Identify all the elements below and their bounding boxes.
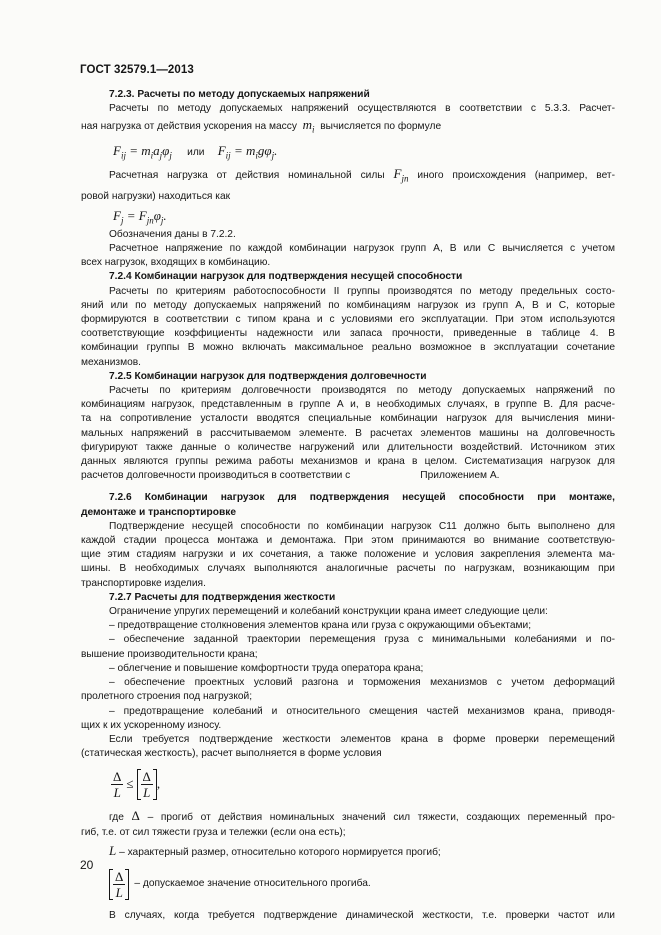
paragraph-line (81, 116, 615, 139)
formula-1 (81, 139, 615, 163)
page-number: 20 (80, 858, 94, 872)
formula-3 (81, 204, 615, 228)
fraction-denominator: L (115, 885, 123, 901)
fraction-numerator: Δ (115, 869, 124, 885)
paragraph-line (81, 841, 615, 863)
text-fragment: ная нагрузка от действия ускорения на массу (81, 121, 297, 133)
formula-punct: . (274, 143, 278, 158)
paragraph-line: всех нагрузок, входящих в комбинацию. (81, 257, 271, 269)
paragraph-line: Расчеты по методу допускаемых напряжений осуществляются в соответствии с 5.3.3. Расчет- (109, 103, 615, 115)
formula-subscript: j (160, 215, 164, 226)
standard-header: ГОСТ 32579.1—2013 (80, 64, 194, 76)
formula-subscript: j (120, 215, 124, 226)
formula-symbol: F (113, 143, 121, 158)
paragraph-line: та на сопротивление усталости вводятся специальные комбинации нагрузок для вычисления мини- (81, 413, 615, 425)
text-fragment: где (109, 812, 124, 824)
text-fragment: вычисляется по формуле (320, 121, 442, 133)
paragraph-line: транспортировке изделия. (81, 577, 206, 589)
page-content (81, 88, 615, 923)
bracketed-fraction (109, 869, 129, 900)
fraction (111, 769, 123, 800)
list-item-cont: пролетного строения под нагрузкой; (81, 691, 253, 703)
section-7-2-7-heading: 7.2.7 Расчеты для подтверждения жесткости (109, 591, 336, 603)
text-fragment: – допускаемое значение относительного прогиба. (134, 878, 371, 890)
paragraph-line (81, 163, 615, 190)
paragraph-line (81, 807, 615, 826)
paragraph-line: Расчетное напряжение по каждой комбинации нагрузок групп А, В или С вычисляется с учетом (109, 243, 615, 254)
paragraph-line: (статическая жесткость), расчет выполняется в форме условия (81, 748, 382, 760)
formula-symbol (393, 166, 409, 184)
formula-subscript: j (271, 150, 275, 161)
formula-symbol: F (217, 143, 226, 158)
fraction (141, 769, 153, 800)
paragraph-line: яний или по методу допускаемых напряжений по комбинациям нагрузок из групп А, В и С, которые (81, 299, 615, 311)
formula-symbol: = m (129, 143, 151, 158)
formula-subscript: j (169, 150, 172, 161)
list-item: – обеспечение заданной траектории перемещения груза с минимальными колебаниями и по- (109, 634, 615, 646)
paragraph-line: соответствующие коэффициенты надежности или запаса прочности, приведенные в таблице 4. В (81, 328, 615, 340)
list-item: – облегчение и повышение комфортности труда оператора крана; (109, 662, 424, 674)
paragraph-line: В случаях, когда требуется подтверждение динамической жесткости, т.е. проверки частот или (109, 909, 615, 921)
paragraph-line: Расчеты по критериям работоспособности II группы производятся по методу предельных состо- (109, 285, 615, 297)
paragraph-line: мальных напряжений в рассчитываемом элементе. В расчетах элементов машины на долговечность (81, 427, 615, 439)
paragraph-line: Подтверждение несущей способности по комбинации нагрузок С11 должно быть выполнено для (109, 520, 615, 532)
paragraph-line: Если требуется подтверждение жесткости элементов крана в форме проверки перемещений (109, 733, 615, 745)
inequality-formula (81, 761, 615, 807)
text-fragment: Приложением А. (420, 470, 500, 482)
formula-symbol: gφ (257, 143, 272, 158)
text-fragment: – характерный размер, относительно которого нормируется прогиб; (119, 846, 441, 858)
symbol-m: m (302, 117, 313, 133)
formula-subscript: i (150, 150, 154, 161)
fraction-denominator: L (143, 784, 151, 800)
formula-symbol: = m (233, 143, 256, 158)
list-item: – предотвращение колебаний и относительного смещения частей механизмов крана, приводя- (109, 705, 615, 717)
formula-subscript: ij (225, 150, 231, 161)
paragraph-line: механизмов. (81, 356, 141, 368)
section-7-2-4-heading: 7.2.4 Комбинации нагрузок для подтверждения несущей способности (109, 271, 463, 283)
section-7-2-5-heading: 7.2.5 Комбинации нагрузок для подтверждения долговечности (109, 370, 427, 382)
paragraph-line: Обозначения даны в 7.2.2. (109, 228, 236, 240)
list-item-cont: щих к их ускоренному износу. (81, 719, 222, 731)
text-fragment: расчетов долговечности производиться в соответствии с (81, 470, 351, 482)
spacer (81, 483, 615, 491)
list-item-cont: вышение производительности крана; (81, 648, 258, 660)
list-item: – предотвращение столкновения элементов крана или груза с окружающими объектами; (109, 620, 532, 632)
formula-punct: , (156, 776, 161, 792)
bracketed-fraction (137, 769, 157, 800)
list-item: – обеспечение проектных условий разгона и торможения механизмов с учетом деформаций (109, 677, 615, 689)
section-7-2-6-heading-cont: демонтаже и транспортировке (81, 506, 236, 518)
symbol-delta: Δ (131, 808, 140, 824)
allowable-deflection-line (81, 863, 615, 907)
paragraph-line: комбинациям нагрузок, представленным в группе А и, в необходимых случаях, в группе В. Для расче- (81, 399, 615, 411)
symbol-f: F (393, 166, 402, 181)
symbol-subscript: jn (401, 173, 409, 184)
fraction-numerator: Δ (142, 768, 151, 784)
formula-symbol: F (113, 207, 121, 223)
text-fragment: иного происхождения (например, вет- (417, 170, 615, 181)
operator: ≤ (126, 776, 134, 792)
paragraph-line: комбинации группы В можно включать максимальное реально возможное в эксплуатации сочетание (81, 342, 615, 354)
paragraph-line: данных являются группы режима работы механизмов и крана в целом. Систематизация нагрузок для (81, 456, 615, 468)
formula-subscript: ij (120, 150, 126, 161)
section-7-2-6-heading: 7.2.6 Комбинации нагрузок для подтверждения несущей способности при монтаже, (109, 492, 615, 504)
formula-symbol: φ (162, 143, 170, 158)
paragraph-line: ровой нагрузки) находиться как (81, 190, 231, 202)
formula-subscript: jn (146, 215, 154, 226)
paragraph-line: шины. В необходимых случаях выполняются аналогичные расчеты по нагрузкам, возникающим при (81, 563, 615, 575)
formula-subscript: j (159, 150, 163, 161)
formula-subscript: i (255, 150, 258, 161)
paragraph-line: Расчеты по критериям долговечности производятся по методу допускаемых напряжений по (109, 385, 615, 397)
paragraph-line: каждой стадии процесса монтажа и демонтажа. При этом принимаются во внимание соответствую- (81, 535, 615, 547)
paragraph-line: гиб, т.е. от сил тяжести груза и тележки (если она есть); (81, 827, 346, 839)
symbol-l: L (109, 842, 117, 858)
text-fragment: – прогиб от действия номинальных значений сил тяжести, создающих переменный про- (147, 812, 615, 824)
formula-connector: или (187, 147, 205, 158)
section-7-2-3-heading: 7.2.3. Расчеты по методу допускаемых напряжений (109, 89, 370, 100)
formula-symbol: a (153, 143, 160, 158)
symbol-subscript: i (312, 125, 315, 135)
formula-punct: . (163, 207, 167, 223)
paragraph-line: фигурируют также данные о количестве нагружений или длительности воздействий. Источником этих (81, 441, 615, 453)
paragraph-line: щие этим стадиям нагрузки и их сочетания, а также положение и условия закрепления элемента ма- (81, 549, 615, 561)
formula-symbol: = F (126, 207, 147, 223)
paragraph-line: формируются в соответствии с типом крана и с условиями его эксплуатации. При этом используются (81, 314, 615, 326)
formula-symbol: φ (153, 207, 161, 223)
paragraph-line (81, 469, 615, 483)
formula-symbol (302, 117, 315, 135)
fraction-numerator: Δ (113, 768, 122, 784)
fraction (113, 869, 125, 900)
fraction-denominator: L (113, 784, 121, 800)
paragraph-line: Ограничение упругих перемещений и колебаний конструкции крана имеет следующие цели: (109, 606, 548, 618)
text-fragment: Расчетная нагрузка от действия номинальной силы (109, 170, 385, 181)
